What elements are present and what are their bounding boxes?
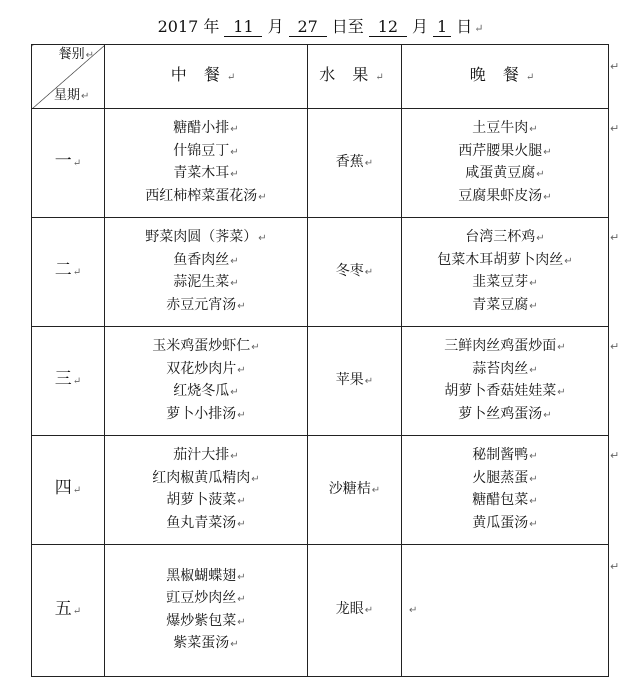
weekday-label: 星期↵ — [54, 88, 90, 103]
dish-item: 红肉椒黄瓜精肉↵ — [152, 469, 260, 486]
dish-item: 爆炒紫包菜↵ — [166, 612, 246, 629]
dish-item: 包菜木耳胡萝卜肉丝↵ — [437, 251, 573, 268]
dish-item: 胡萝卜香菇娃娃菜↵ — [444, 383, 566, 399]
dish-item: 红烧冬瓜↵ — [173, 383, 239, 399]
row-end-mark-icon: ↵ — [610, 60, 620, 73]
dinner-cell — [402, 436, 609, 545]
dish-item: 土豆牛肉↵ — [472, 120, 538, 136]
dish-item: 三鲜肉丝鸡蛋炒面↵ — [444, 338, 566, 354]
dish-item: 糖醋包菜↵ — [472, 492, 538, 508]
lunch-header: 中 餐↵ — [105, 45, 308, 109]
month-label-2: 月 — [411, 17, 428, 36]
end-month: 12 — [369, 18, 407, 37]
paragraph-mark-icon: ↵ — [474, 22, 484, 35]
lunch-cell — [105, 436, 308, 545]
dish-item: 蒜泥生菜↵ — [173, 274, 239, 290]
dish-item: 鱼丸青菜汤↵ — [166, 514, 246, 531]
day-to-label: 日至 — [331, 17, 364, 36]
dish-item: 蒜苔肉丝↵ — [472, 360, 538, 377]
dish-item: 青菜豆腐↵ — [472, 296, 538, 313]
dish-item: 青菜木耳↵ — [173, 165, 239, 181]
dinner-cell-empty: ↵ — [402, 545, 609, 677]
dish-item: 玉米鸡蛋炒虾仁↵ — [152, 338, 260, 354]
row-end-mark-icon: ↵ — [610, 560, 620, 573]
lunch-cell — [105, 218, 308, 327]
dish-item: 黑椒蝴蝶翅↵ — [166, 567, 246, 584]
dinner-cell — [402, 109, 609, 218]
dinner-cell — [402, 218, 609, 327]
dish-item: 西芹腰果火腿↵ — [458, 142, 552, 159]
dish-item: 西红柿榨菜蛋花汤↵ — [145, 187, 267, 204]
day-label: 日 — [456, 17, 473, 36]
fruit-cell: 冬枣↵ — [308, 218, 402, 327]
fruit-cell: 沙糖桔↵ — [308, 436, 402, 545]
fruit-cell: 龙眼↵ — [308, 545, 402, 677]
dinner-header: 晚 餐↵ — [402, 45, 609, 109]
corner-cell — [32, 45, 105, 109]
dish-item: 糖醋小排↵ — [173, 120, 239, 136]
dish-item: 什锦豆丁↵ — [173, 142, 239, 159]
dish-item: 双花炒肉片↵ — [166, 360, 246, 377]
dish-item: 萝卜小排汤↵ — [166, 405, 246, 422]
fruit-header: 水 果↵ — [308, 45, 402, 109]
fruit-cell: 香蕉↵ — [308, 109, 402, 218]
month-label: 月 — [267, 17, 284, 36]
day-cell: 二↵ — [32, 218, 105, 327]
dish-item: 野菜肉圆（荠菜）↵ — [145, 229, 267, 245]
dish-item: 火腿蒸蛋↵ — [472, 469, 538, 486]
menu-table — [31, 44, 609, 677]
dish-item: 鱼香肉丝↵ — [173, 251, 239, 268]
dish-item: 紫菜蛋汤↵ — [173, 635, 239, 651]
dish-item: 豇豆炒肉丝↵ — [166, 590, 246, 606]
day-cell: 一↵ — [32, 109, 105, 218]
table-row — [32, 109, 609, 218]
end-day: 1 — [433, 18, 451, 37]
dish-item: 赤豆元宵汤↵ — [166, 296, 246, 313]
day-cell: 四↵ — [32, 436, 105, 545]
table-row — [32, 436, 609, 545]
day-cell: 五↵ — [32, 545, 105, 677]
dish-item: 台湾三杯鸡↵ — [465, 229, 545, 245]
row-end-mark-icon: ↵ — [610, 122, 620, 135]
row-end-mark-icon: ↵ — [610, 449, 620, 462]
table-row — [32, 327, 609, 436]
start-day: 27 — [289, 18, 327, 37]
dish-item: 秘制酱鸭↵ — [472, 447, 538, 463]
dish-item: 黄瓜蛋汤↵ — [472, 514, 538, 531]
dish-item: 咸蛋黄豆腐↵ — [465, 165, 545, 181]
lunch-cell — [105, 109, 308, 218]
row-end-mark-icon: ↵ — [610, 340, 620, 353]
meal-type-label: 餐别↵ — [58, 47, 94, 62]
table-row — [32, 218, 609, 327]
header-row — [32, 45, 609, 109]
dish-item: 萝卜丝鸡蛋汤↵ — [458, 405, 552, 422]
year-label: 2017 年 — [157, 17, 220, 36]
row-end-mark-icon: ↵ — [610, 231, 620, 244]
dish-item: 茄汁大排↵ — [173, 447, 239, 463]
lunch-cell — [105, 545, 308, 677]
date-range-header — [0, 14, 641, 37]
fruit-cell: 苹果↵ — [308, 327, 402, 436]
table-row — [32, 545, 609, 677]
dinner-cell — [402, 327, 609, 436]
dish-item: 韭菜豆芽↵ — [472, 274, 538, 290]
start-month: 11 — [224, 18, 262, 37]
day-cell: 三↵ — [32, 327, 105, 436]
dish-item: 豆腐果虾皮汤↵ — [458, 187, 552, 204]
dish-item: 胡萝卜菠菜↵ — [166, 492, 246, 508]
lunch-cell — [105, 327, 308, 436]
